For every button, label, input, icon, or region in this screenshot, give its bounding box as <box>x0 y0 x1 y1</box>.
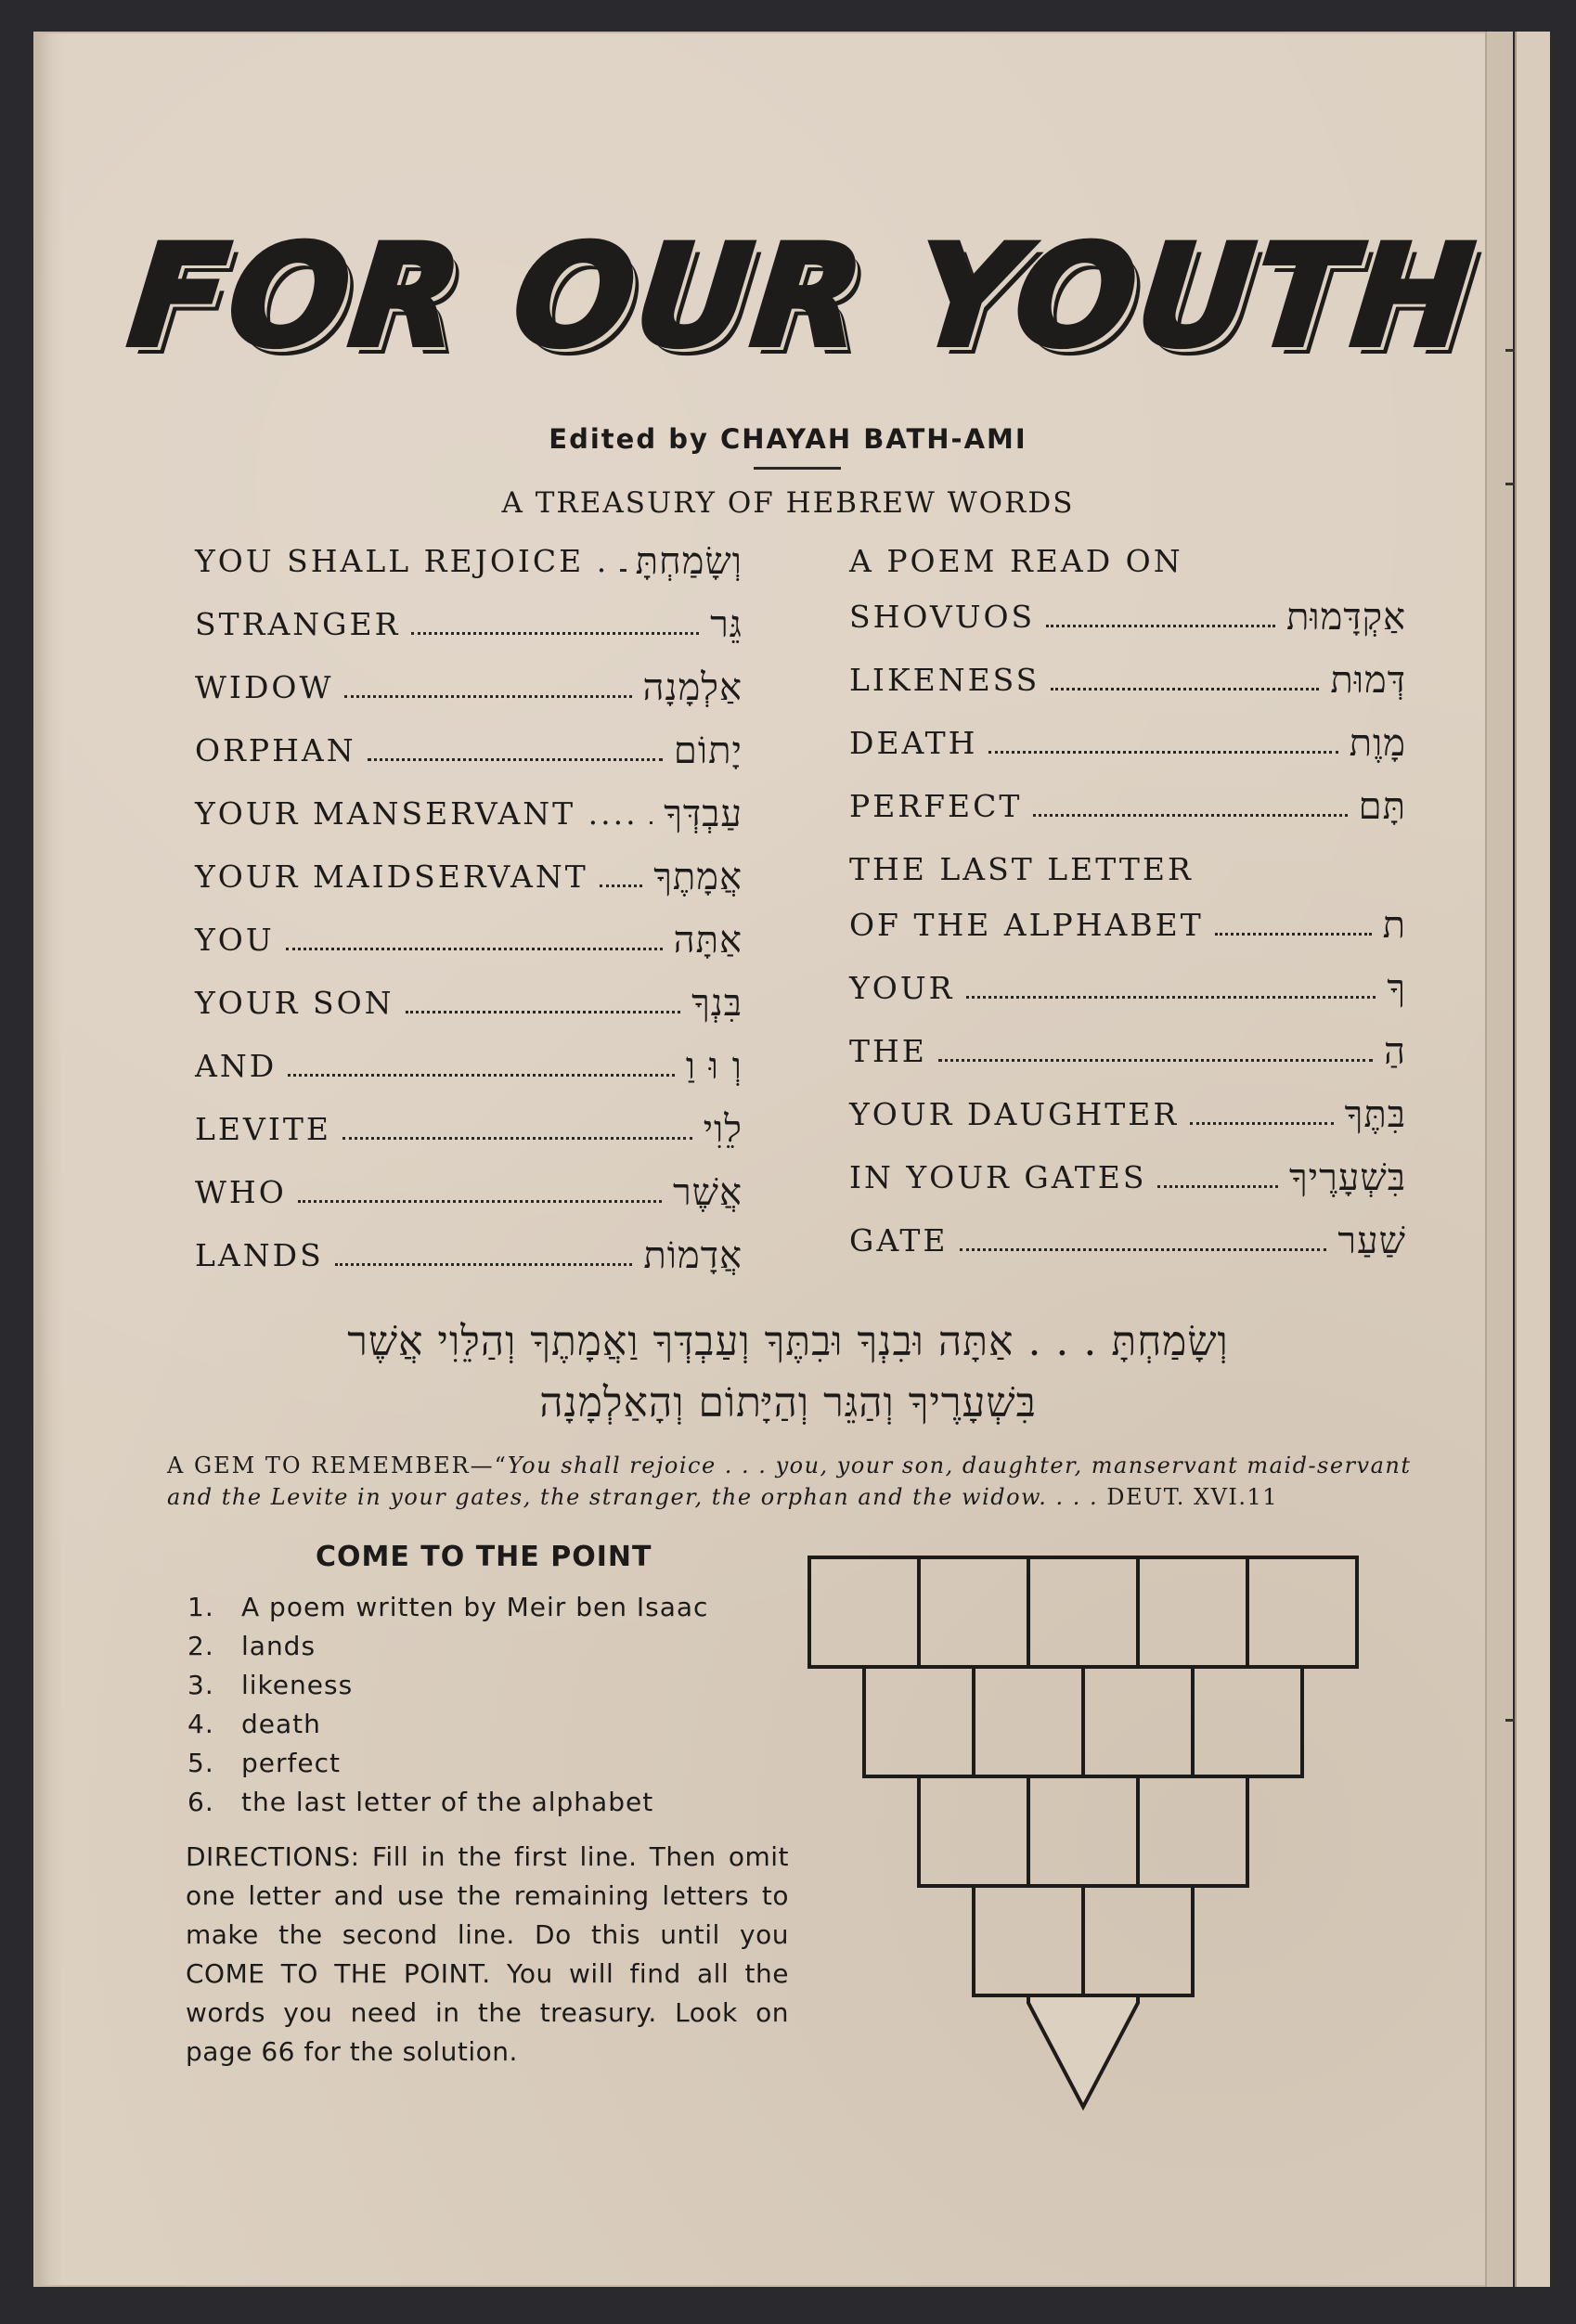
hebrew-word: יָתוֹם <box>673 729 743 772</box>
leader-dots <box>298 1200 662 1203</box>
hebrew-word: גֵּר <box>710 602 743 646</box>
vocab-entry <box>849 1151 1406 1203</box>
page-edge <box>1515 32 1550 2287</box>
hebrew-word: אַתָּה <box>673 918 743 962</box>
vocab-entry <box>849 843 1406 895</box>
leader-dots <box>960 1248 1327 1251</box>
grid-cell[interactable] <box>1028 1776 1138 1886</box>
hebrew-word: בִּתֶּךָ <box>1344 1092 1406 1136</box>
clue-number: 4. <box>187 1709 214 1739</box>
leader-dots <box>988 751 1337 754</box>
vocab-entry <box>849 1214 1406 1266</box>
leader-dots <box>406 1011 681 1014</box>
leader-dots <box>966 996 1376 999</box>
leader-dots <box>1190 1122 1333 1125</box>
vocab-entry <box>849 590 1406 642</box>
leader-dots <box>1157 1185 1277 1188</box>
clue-text: A poem written by Meir ben Isaac <box>241 1592 709 1622</box>
vocab-entry <box>849 962 1406 1014</box>
vocab-entry <box>849 780 1406 832</box>
leader-dots <box>342 1137 692 1140</box>
grid-cell[interactable] <box>974 1667 1083 1776</box>
binding-mark <box>1505 1719 1515 1722</box>
grid-cell[interactable] <box>1083 1886 1193 1995</box>
hebrew-word: מָוֶת <box>1349 721 1406 765</box>
vocab-entry <box>195 1039 743 1091</box>
page-spine <box>1485 32 1513 2287</box>
hebrew-word: דְּמוּת <box>1330 658 1406 702</box>
vocab-entry <box>849 535 1406 587</box>
english-word: YOU <box>195 921 275 958</box>
english-word: LEVITE <box>195 1110 331 1147</box>
clue-text: death <box>241 1709 321 1739</box>
vocab-entry <box>195 1229 743 1281</box>
clue-number: 2. <box>187 1631 214 1661</box>
english-word: LANDS <box>195 1236 324 1273</box>
gem-reference: DEUT. XVI.11 <box>1098 1484 1279 1510</box>
english-word: A POEM READ ON <box>849 542 1183 579</box>
vocab-entry <box>195 976 743 1028</box>
clue-text: perfect <box>241 1748 341 1778</box>
english-word: THE LAST LETTER <box>849 850 1194 887</box>
clue-text: the last letter of the alphabet <box>241 1787 654 1817</box>
vocab-entry <box>195 850 743 902</box>
grid-cell[interactable] <box>1083 1667 1193 1776</box>
vocab-entry <box>195 724 743 776</box>
clue-number: 5. <box>187 1748 214 1778</box>
english-word: YOUR SON <box>195 984 394 1021</box>
leader-dots <box>1051 688 1319 691</box>
leader-dots <box>620 569 624 572</box>
hebrew-word: וְשָׂמַחְתָּ <box>635 539 743 583</box>
english-word: YOUR DAUGHTER <box>849 1095 1180 1132</box>
hebrew-word: עַבְדְּךָ <box>664 792 743 835</box>
english-word: SHOVUOS <box>849 598 1036 635</box>
vocab-entry <box>195 661 743 713</box>
clue-item <box>187 1631 316 1661</box>
editor-credit: Edited by CHAYAH BATH-AMI <box>549 423 1027 455</box>
clue-text: likeness <box>241 1670 354 1700</box>
english-word: PERFECT <box>849 787 1023 824</box>
leader-dots <box>938 1059 1373 1062</box>
hebrew-word: לֵוִי <box>703 1107 743 1151</box>
english-word: YOUR MANSERVANT .... <box>195 794 639 832</box>
vocab-entry <box>849 1025 1406 1077</box>
grid-cell[interactable] <box>1028 1557 1138 1667</box>
english-word: IN YOUR GATES <box>849 1158 1147 1195</box>
english-word: STRANGER <box>195 605 401 642</box>
grid-point[interactable] <box>1028 1995 1138 2107</box>
hebrew-word: ת <box>1382 903 1406 947</box>
english-word: DEATH <box>849 724 978 761</box>
grid-cell[interactable] <box>1138 1557 1247 1667</box>
puzzle-grid <box>798 1543 1392 2118</box>
hebrew-word: אֲדָמוֹת <box>643 1233 743 1277</box>
leader-dots <box>1046 625 1275 627</box>
vocab-entry <box>849 1088 1406 1140</box>
verse-line-2: בִּשְׁעָרֶיךָ וְהַגֵּר וְהַיָּתוֹם וְהָאַלְמָנָה <box>539 1379 1037 1427</box>
gem-to-remember <box>167 1450 1420 1513</box>
gem-quote: You shall rejoice . . . you, your son, daughter, manservant maid-servant and the Levite in your gates, the stranger, the orphan and the widow. . . . <box>167 1452 1412 1510</box>
page-title: FOR OUR YOUTH <box>123 216 1483 378</box>
vocab-entry <box>849 898 1406 950</box>
clue-item <box>187 1592 708 1622</box>
hebrew-word: אַלְמָנָה <box>642 665 743 709</box>
hebrew-word: שַׁעַר <box>1337 1219 1406 1262</box>
leader-dots <box>600 884 642 887</box>
grid-cell[interactable] <box>1247 1557 1357 1667</box>
grid-cell[interactable] <box>974 1886 1083 1995</box>
leader-dots <box>1033 814 1347 817</box>
hebrew-word: ךָ <box>1387 966 1406 1010</box>
english-word: OF THE ALPHABET <box>849 906 1204 943</box>
leader-dots <box>288 1074 675 1077</box>
leader-dots <box>1215 933 1372 936</box>
grid-cell[interactable] <box>809 1557 919 1667</box>
clue-text: lands <box>241 1631 316 1661</box>
hebrew-word: אֲמָתֶךָ <box>653 855 743 898</box>
clue-item <box>187 1709 321 1739</box>
english-word: WHO <box>195 1173 287 1210</box>
hebrew-word: אֲשֶׁר <box>673 1170 743 1214</box>
grid-cell[interactable] <box>864 1667 974 1776</box>
clue-item <box>187 1748 341 1778</box>
binding-mark <box>1505 483 1515 485</box>
english-word: THE <box>849 1032 927 1069</box>
grid-cell[interactable] <box>919 1776 1028 1886</box>
title-banner <box>123 186 1483 408</box>
leader-dots <box>368 758 663 761</box>
clue-item <box>187 1787 653 1817</box>
grid-cell[interactable] <box>1138 1776 1247 1886</box>
english-word: AND <box>195 1047 278 1084</box>
puzzle-directions: DIRECTIONS: Fill in the first line. Then omit one letter and use the remaining letters to make the second line. Do this until you COME TO THE POINT. You will find all the words you need in the treasury. Look on page 66 for the solution. <box>186 1841 789 2067</box>
clue-number: 3. <box>187 1670 214 1700</box>
vocab-entry <box>195 1166 743 1218</box>
leader-dots <box>650 821 653 824</box>
hebrew-word: תָּם <box>1358 784 1406 828</box>
vocab-entry <box>195 913 743 965</box>
english-word: YOUR MAIDSERVANT <box>195 858 588 895</box>
treasury-heading: A TREASURY OF HEBREW WORDS <box>501 486 1075 520</box>
leader-dots <box>286 948 663 950</box>
hebrew-word: הַ <box>1383 1029 1406 1073</box>
gem-lead: A GEM TO REMEMBER—“ <box>167 1452 508 1478</box>
grid-cell[interactable] <box>919 1557 1028 1667</box>
binding-mark <box>1505 349 1515 352</box>
vocab-entry <box>195 535 743 587</box>
hebrew-word: בִּנְךָ <box>691 981 743 1025</box>
english-word: YOUR <box>849 969 955 1006</box>
hebrew-word: וְ וּ וַ <box>685 1044 743 1088</box>
verse-line-1: וְשָׂמַחְתָּ . . . אַתָּה וּבִנְךָ וּבִתֶּךָ וְעַבְדְּךָ וַאֲמָתֶךָ וְהַלֵּוִי אֲשֶׁר <box>347 1318 1229 1365</box>
puzzle-title: COME TO THE POINT <box>316 1541 652 1573</box>
english-word: YOU SHALL REJOICE . <box>195 542 610 579</box>
english-word: WIDOW <box>195 668 334 705</box>
hebrew-word: בִּשְׁעָרֶיךָ <box>1288 1156 1406 1199</box>
leader-dots <box>411 632 699 635</box>
vocab-entry <box>195 1103 743 1155</box>
vocab-entry <box>849 717 1406 768</box>
vocab-entry <box>195 787 743 839</box>
leader-dots <box>344 695 631 698</box>
clue-number: 6. <box>187 1787 214 1817</box>
english-word: ORPHAN <box>195 731 356 768</box>
english-word: GATE <box>849 1221 949 1259</box>
grid-cell[interactable] <box>1193 1667 1302 1776</box>
hebrew-word: אַקְדָּמוּת <box>1286 595 1406 639</box>
leader-dots <box>335 1263 633 1266</box>
clue-number: 1. <box>187 1592 214 1622</box>
clue-item <box>187 1670 353 1700</box>
divider <box>754 467 841 470</box>
vocab-entry <box>849 653 1406 705</box>
vocab-entry <box>195 598 743 650</box>
english-word: LIKENESS <box>849 661 1040 698</box>
